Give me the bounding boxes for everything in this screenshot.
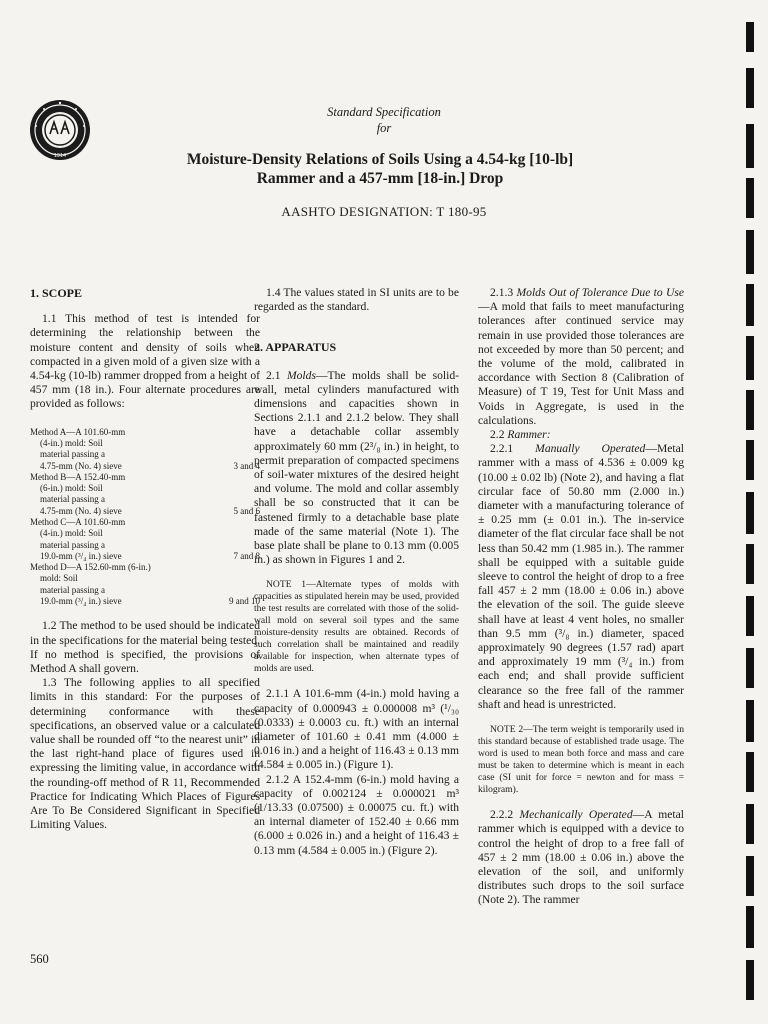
note-1: [254, 579, 459, 675]
clause-number: 2.1: [266, 368, 281, 382]
note-2: [478, 724, 684, 796]
paragraph-1-3: [30, 676, 260, 832]
scan-edge-mark: [746, 544, 754, 584]
section-heading-scope: 1. SCOPE: [30, 286, 83, 300]
method-detail: (4-in.) mold: Soil: [40, 437, 103, 448]
method-detail: (4-in.) mold: Soil: [40, 528, 103, 539]
clause-title: Rammer:: [507, 428, 551, 442]
clause-number: 1.2: [42, 619, 57, 633]
clause-title: Molds Out of Tolerance Due to Use: [516, 286, 685, 299]
method-sections: 9 and 10: [229, 596, 260, 607]
note-label: NOTE 1: [266, 579, 307, 591]
clause-text: A 101.6-mm (4-in.) mold having a capacity of 0.000943 ± 0.000008 m³ (¹/₃₀ (0.0333) ± 0.0003 cu. ft.) with an internal diameter of 101.60 ± 0.41 mm (4.000 ± 0.016 in.) and a height of 116.43 ± 0.13 mm (4.584 ± 0.005 in.) (Figure 1).: [254, 687, 459, 772]
clause-number: 2.1.2: [266, 772, 290, 786]
paragraph-1-4: [254, 286, 459, 314]
clause-number: 2.2.2: [490, 808, 514, 822]
methods-table: [30, 427, 260, 608]
method-detail: 4.75-mm (No. 4) sieve: [40, 505, 122, 516]
scan-edge-mark: [746, 906, 754, 948]
note-text: —The term weight is temporarily used in this standard because of established trade usage. The word is used to mean both force and mass and care must be taken to determine which is meant in each case (SI unit for force = newton and for mass = kilogram).: [478, 724, 684, 796]
scan-edge-mark: [746, 284, 754, 326]
clause-text: The values stated in SI units are to be regarded as the standard.: [254, 286, 459, 314]
aashto-designation: AASHTO DESIGNATION: T 180-95: [281, 204, 487, 219]
paragraph-2-1: [254, 369, 459, 568]
method-detail: mold: Soil: [40, 573, 78, 584]
method-detail: 19.0-mm (³/₄ in.) sieve: [40, 596, 122, 607]
scan-edge-mark: [746, 596, 754, 636]
clause-number: 2.1.1: [266, 687, 290, 701]
svg-text:1914: 1914: [53, 153, 67, 159]
paragraph-1-2: [30, 619, 260, 676]
title-line-2: Rammer and a 457-mm [18-in.] Drop: [256, 170, 504, 187]
paragraph-2-1-1: [254, 687, 459, 772]
method-sections: 3 and 4: [233, 460, 260, 471]
method-detail: material passing a: [40, 494, 105, 505]
clause-number: 1.4: [266, 286, 281, 299]
clause-title: Manually Operated: [535, 442, 646, 456]
scan-edge-mark: [746, 752, 754, 792]
note-label: NOTE 2: [490, 724, 524, 736]
scan-edge-mark: [746, 390, 754, 430]
scan-edge-mark: [746, 68, 754, 108]
method-detail: material passing a: [40, 584, 105, 595]
standard-specification-label: Standard Specification: [327, 105, 441, 119]
clause-text: The method to be used should be indicated in the specifications for the material being tested. If no method is specified, the provisions of Method A shall govern.: [30, 619, 260, 675]
column-2: [254, 286, 459, 858]
clause-text: —A mold that fails to meet manufacturing tolerances after continued service may remain in use provided those tolerances are not exceeded by more than 50 percent; and the volume of the mold, calibrated in accordance with Section 8 (Calibration of Measure) of T 19, Test for Unit Mass and Voids in Aggregate, is used in the calculations.: [478, 300, 684, 427]
paragraph-2-2-2: [478, 808, 684, 907]
scan-edge-mark: [746, 804, 754, 844]
scan-edge-mark: [746, 230, 754, 274]
clause-text: —Metal rammer with a mass of 4.536 ± 0.009 kg (10.00 ± 0.02 lb) (Note 2), and having a flat circular face of 50.80 mm (2.000 in.) diameter with a manufacturing tolerance of ± 0.25 mm (± 0.01 in.). The in-service diameter of the flat circular face shall be not less than 50.42 mm (1.985 in.). The rammer shall be equipped with a suitable guide sleeve to control the height of drop to a free fall 457 ± 2 mm (18.00 ± 0.06 in.) above the elevation of the soil. The guide sleeve shall have at least 4 vent holes, no smaller than 9.5 mm (³/₈ in.) diameter, spaced approximately 90 degrees (1.57 rad) apart and approximately 19 mm (³/₄ in.) from each end; and shall provide sufficient clearance so the free fall of the rammer shaft and head is unrestricted.: [478, 442, 684, 711]
clause-text: The following applies to all specified limits in this standard: For the purposes of determining conformance with these specifications, an observed value or a calculated value shall be rounded off “to the nearest unit” in the last right-hand place of figures used in expressing the limiting value, in accordance with the rounding-off method of R 11, Recommended Practice for Indicating Which Places of Figures Are To Be Considered Significant in Specified Limiting Values.: [30, 676, 260, 832]
clause-title: Molds: [286, 368, 316, 382]
clause-text: —The molds shall be solid-wall, metal cylinders manufactured with dimensions and capacities shown in Sections 2.1.1 and 2.1.2 below. They shall have a detachable collar assembly approximately 60 mm (2³/₈ in.) in height, to permit preparation of compacted specimens of soil-water mixtures of the desired height and volume. The mold and collar assembly shall be so constructed that it can be fastened firmly to a detachable base plate made of the same material (Note 1). The base plate shall be plane to 0.13 mm (0.005 in.) as shown in Figures 1 and 2.: [254, 368, 459, 567]
clause-number: 2.2.1: [490, 442, 514, 456]
column-1: [30, 286, 260, 832]
clause-number: 2.2: [490, 428, 505, 442]
method-row: [30, 472, 260, 517]
method-row: [30, 517, 260, 562]
scan-edge-mark: [746, 648, 754, 688]
page-number: 560: [30, 952, 49, 966]
paragraph-2-2-1: [478, 442, 684, 712]
method-detail: 19.0-mm (³/₄ in.) sieve: [40, 550, 122, 561]
method-detail: 4.75-mm (No. 4) sieve: [40, 460, 122, 471]
paragraph-1-1: [30, 312, 260, 411]
clause-text: This method of test is intended for determining the relationship between the moisture content and density of soils when compacted in a given mold of a given size with a 4.54-kg (10-lb) rammer dropped from a height of 457 mm (18 in.). Four alternate procedures are provided as follows:: [30, 312, 260, 411]
clause-title: Mechanically Operated: [519, 808, 633, 822]
paragraph-2-1-3: [478, 286, 684, 428]
scan-edge-mark: [746, 492, 754, 534]
clause-number: 1.3: [42, 676, 57, 690]
scan-edge-mark: [746, 856, 754, 896]
method-name: Method D—A 152.60-mm (6-in.): [30, 562, 151, 573]
note-text: —Alternate types of molds with capacities as stipulated herein may be used, provided the test results are correlated with those of the solid-wall mold on several soil types and the same moisture-density results are obtained. Records of such correlation shall be maintained and readily available for inspection, when alternate types of molds are used.: [254, 579, 459, 675]
method-sections: 5 and 6: [233, 505, 260, 516]
method-name: Method A—A 101.60-mm: [30, 426, 126, 437]
clause-text: A 152.4-mm (6-in.) mold having a capacity of 0.002124 ± 0.000021 m³ (1/13.33 (0.07500) ± 0.00075 cu. ft.) with an internal diameter of 152.40 ± 0.66 mm (6.000 ± 0.026 in.) and a height of 116.43 ± 0.13 mm (4.584 ± 0.005 in.) (Figure 2).: [254, 772, 459, 857]
method-row: [30, 562, 260, 607]
clause-text: —A metal rammer which is equipped with a device to control the height of drop to a free fall of 457 ± 2 mm (18.00 ± 0.06 in.) above the elevation of the soil, and uniformly distributes such drops to the soil surface (Note 2). The rammer: [478, 808, 684, 907]
method-detail: (6-in.) mold: Soil: [40, 483, 103, 494]
title-line-1: Moisture-Density Relations of Soils Using a 4.54-kg [10-lb]: [186, 151, 574, 168]
paragraph-2-2: [478, 428, 684, 442]
method-detail: material passing a: [40, 539, 105, 550]
section-heading-apparatus: 2. APPARATUS: [254, 340, 337, 355]
clause-number: 1.1: [42, 312, 57, 326]
paragraph-2-1-2: [254, 773, 459, 858]
scan-edge-mark: [746, 336, 754, 380]
scan-edge-mark: [746, 22, 754, 52]
clause-number: 2.1.3: [490, 286, 514, 299]
scan-edge-mark: [746, 440, 754, 480]
scan-edge-mark: [746, 700, 754, 742]
document-title: [120, 150, 640, 188]
method-name: Method C—A 101.60-mm: [30, 517, 126, 527]
method-name: Method B—A 152.40-mm: [30, 471, 126, 482]
method-sections: 7 and 8: [233, 550, 260, 561]
method-detail: material passing a: [40, 449, 105, 460]
column-3: [478, 286, 684, 908]
method-row: [30, 427, 260, 472]
for-label: for: [376, 121, 392, 135]
scan-edge-mark: [746, 960, 754, 1000]
